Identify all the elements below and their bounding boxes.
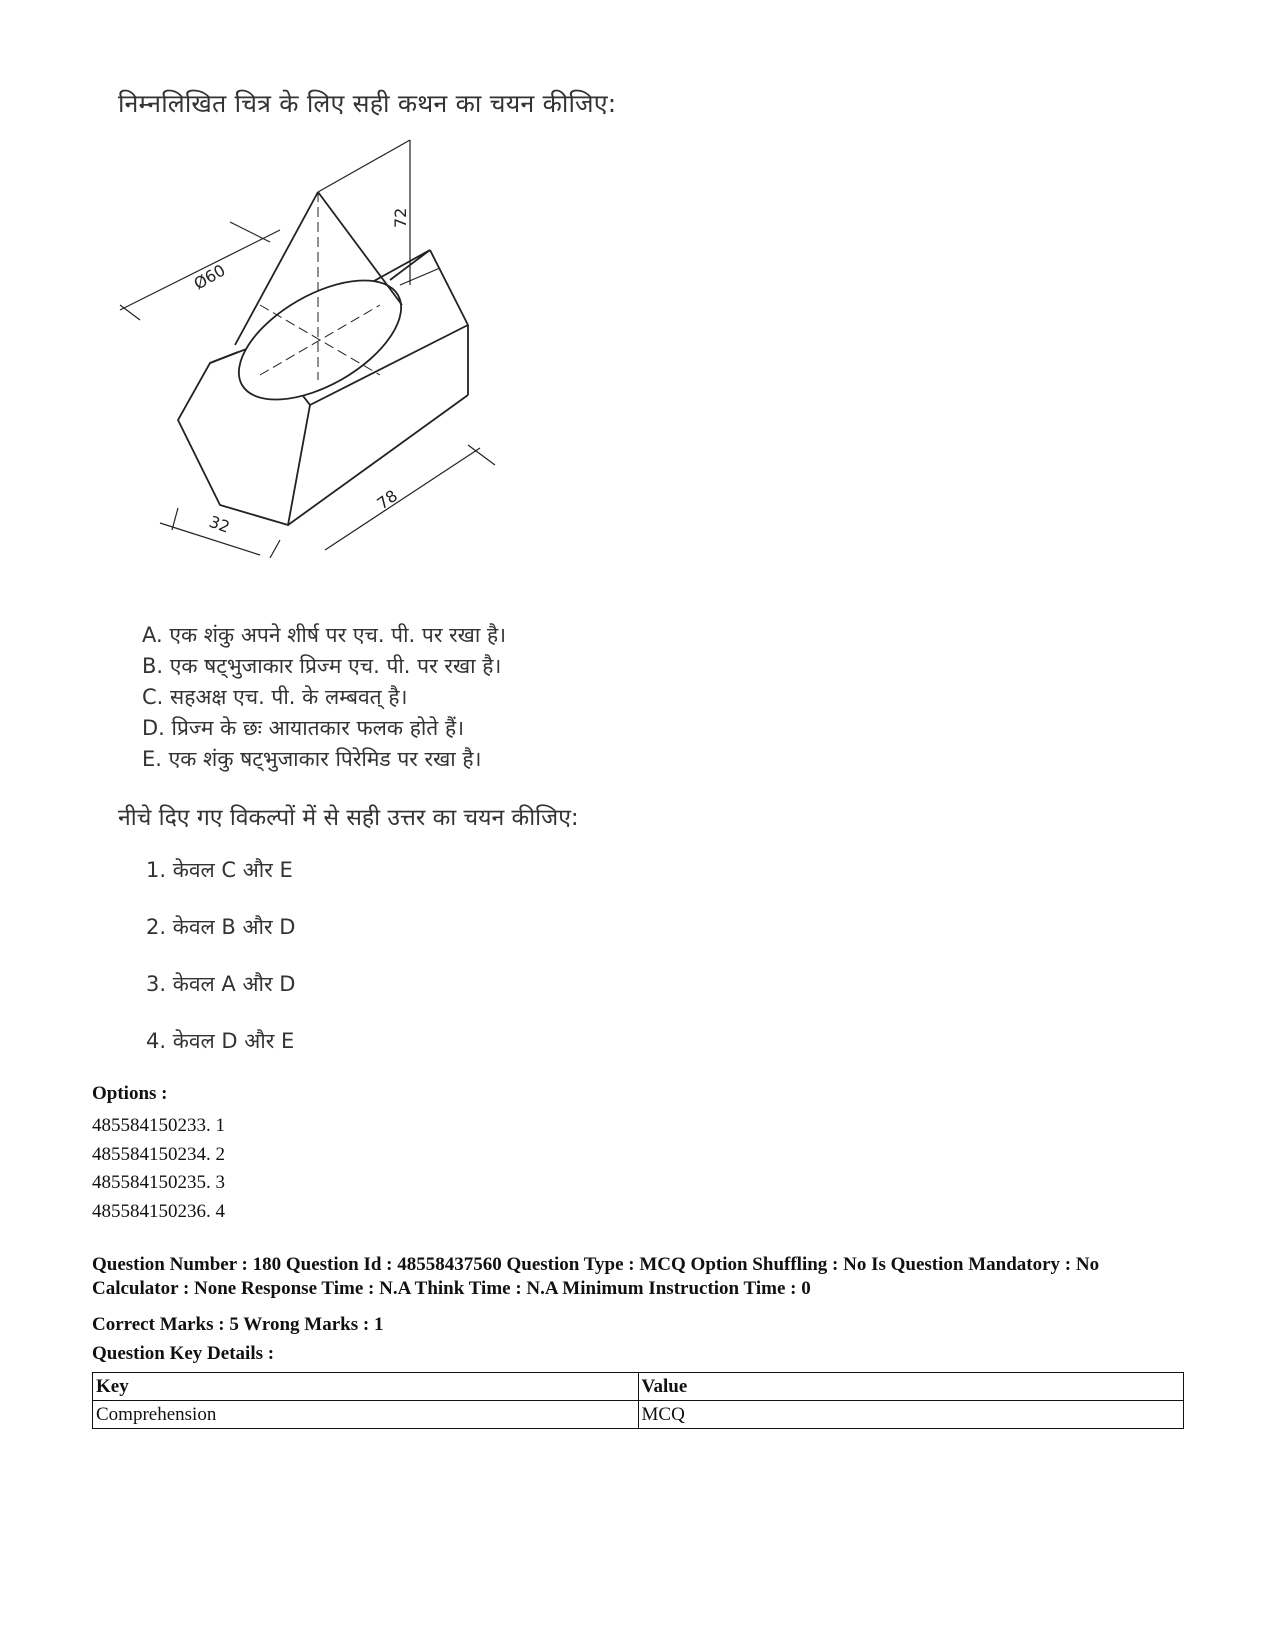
key-details-table bbox=[92, 1372, 1184, 1429]
answer-prompt: नीचे दिए गए विकल्पों में से सही उत्तर का चयन कीजिए: bbox=[118, 805, 579, 831]
option-item: 485584150235. 3 bbox=[92, 1172, 225, 1193]
side-label: 32 bbox=[206, 511, 233, 537]
options-list bbox=[92, 1112, 225, 1226]
question-metadata: Question Number : 180 Question Id : 48558437560 Question Type : MCQ Option Shuffling : No Is Question Mandatory : No Calculator : None Response Time : N.A Think Time : N.A Minimum Instruction Time : 0 bbox=[92, 1254, 1100, 1299]
cell-value: MCQ bbox=[638, 1401, 1184, 1429]
header-key: Key bbox=[93, 1373, 639, 1401]
statement-a: A. एक शंकु अपने शीर्ष पर एच. पी. पर रखा है। bbox=[142, 623, 507, 647]
length-label: 78 bbox=[373, 486, 401, 514]
diameter-label: Ø60 bbox=[190, 260, 229, 294]
statement-d: D. प्रिज्म के छः आयातकार फलक होते हैं। bbox=[142, 716, 465, 740]
choice-4: 4. केवल D और E bbox=[146, 1029, 295, 1053]
question-heading: निम्नलिखित चित्र के लिए सही कथन का चयन कीजिए: bbox=[118, 89, 617, 118]
option-item: 485584150233. 1 bbox=[92, 1115, 225, 1136]
table-header-row bbox=[93, 1373, 1184, 1401]
choice-1: 1. केवल C और E bbox=[146, 858, 293, 882]
statement-list bbox=[142, 620, 506, 775]
statement-c: C. सहअक्ष एच. पी. के लम्बवत् है। bbox=[142, 685, 408, 709]
height-label: 72 bbox=[391, 207, 410, 228]
marks-line: Correct Marks : 5 Wrong Marks : 1 bbox=[92, 1314, 384, 1335]
key-details-title: Question Key Details : bbox=[92, 1343, 275, 1364]
header-value: Value bbox=[638, 1373, 1184, 1401]
option-item: 485584150234. 2 bbox=[92, 1143, 225, 1165]
isometric-figure bbox=[110, 130, 530, 570]
options-title: Options : bbox=[92, 1083, 168, 1104]
statement-e: E. एक शंकु षट्भुजाकार पिरेमिड पर रखा है। bbox=[142, 747, 482, 771]
cell-key: Comprehension bbox=[93, 1401, 639, 1429]
choice-3: 3. केवल A और D bbox=[146, 972, 296, 996]
choice-list bbox=[146, 856, 295, 1084]
option-item: 485584150236. 4 bbox=[92, 1200, 225, 1222]
table-row bbox=[93, 1401, 1184, 1429]
choice-2: 2. केवल B और D bbox=[146, 915, 296, 939]
statement-b: B. एक षट्भुजाकार प्रिज्म एच. पी. पर रखा है। bbox=[142, 654, 502, 678]
